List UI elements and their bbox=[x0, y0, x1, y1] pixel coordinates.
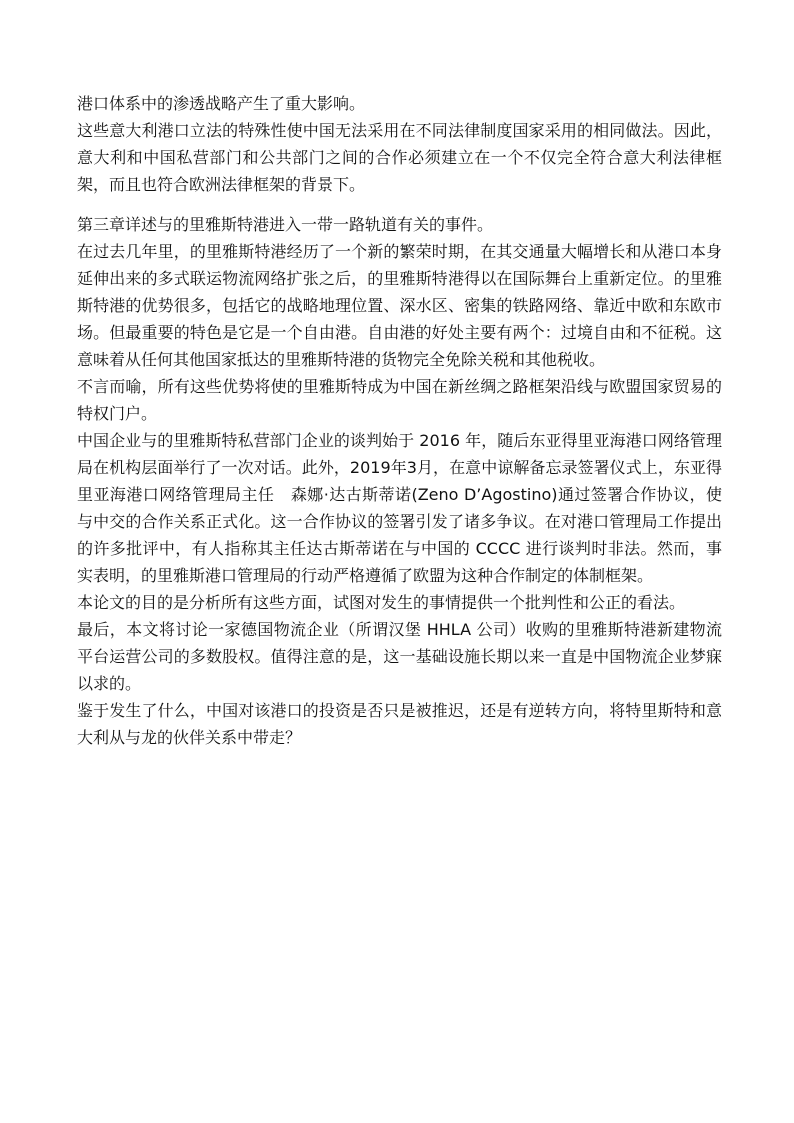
paragraph: 不言而喻，所有这些优势将使的里雅斯特成为中国在新丝绸之路框架沿线与欧盟国家贸易的特权门户。 bbox=[77, 377, 722, 423]
paragraph: 最后，本文将讨论一家德国物流企业（所谓汉堡 HHLA 公司）收购的里雅斯特港新建物流平台运营公司的多数股权。值得注意的是，这一基础设施长期以来一直是中国物流企业梦寐以求的。 bbox=[77, 620, 722, 693]
paragraph: 本论文的目的是分析所有这些方面，试图对发生的事情提供一个批判性和公正的看法。 bbox=[77, 593, 686, 612]
paragraph: 在过去几年里，的里雅斯特港经历了一个新的繁荣时期，在其交通量大幅增长和从港口本身延伸出来的多式联运物流网络扩张之后，的里雅斯特港得以在国际舞台上重新定位。的里雅斯特港的优势很多，包括它的战略地理位置、深水区、密集的铁路网络、靠近中欧和东欧市场。但最重要的特色是它是一个自由港。自由港的好处主要有两个：过境自由和不征税。这意味着从任何其他国家抵达的里雅斯特港的货物完全免除关税和其他税收。 bbox=[77, 242, 722, 369]
paragraph: 鉴于发生了什么，中国对该港口的投资是否只是被推迟，还是有逆转方向，将特里斯特和意大利从与龙的伙伴关系中带走？ bbox=[77, 701, 722, 747]
paragraph: 港口体系中的渗透战略产生了重大影响。 bbox=[77, 94, 366, 113]
paragraph: 中国企业与的里雅斯特私营部门企业的谈判始于 2016 年，随后东亚得里亚海港口网络管理局在机构层面举行了一次对话。此外，2019年3月，在意中谅解备忘录签署仪式上，东亚得里亚海港口网络管理局主任 森娜·达古斯蒂诺(Zeno D’Agostino)通过签署合作协议，使与中交的合作关系正式化。这一合作协议的签署引发了诸多争议。在对港口管理局工作提出的许多批评中，有人指称其主任达古斯蒂诺在与中国的 CCCC 进行谈判时非法。然而，事实表明，的里雅斯港口管理局的行动严格遵循了欧盟为这种合作制定的体制框架。 bbox=[77, 431, 722, 585]
document-body bbox=[77, 90, 722, 751]
paragraph: 这些意大利港口立法的特殊性使中国无法采用在不同法律制度国家采用的相同做法。因此，意大利和中国私营部门和公共部门之间的合作必须建立在一个不仅完全符合意大利法律框架，而且也符合欧洲法律框架的背景下。 bbox=[77, 121, 722, 194]
paragraph: 第三章详述与的里雅斯特港进入一带一路轨道有关的事件。 bbox=[77, 215, 494, 234]
